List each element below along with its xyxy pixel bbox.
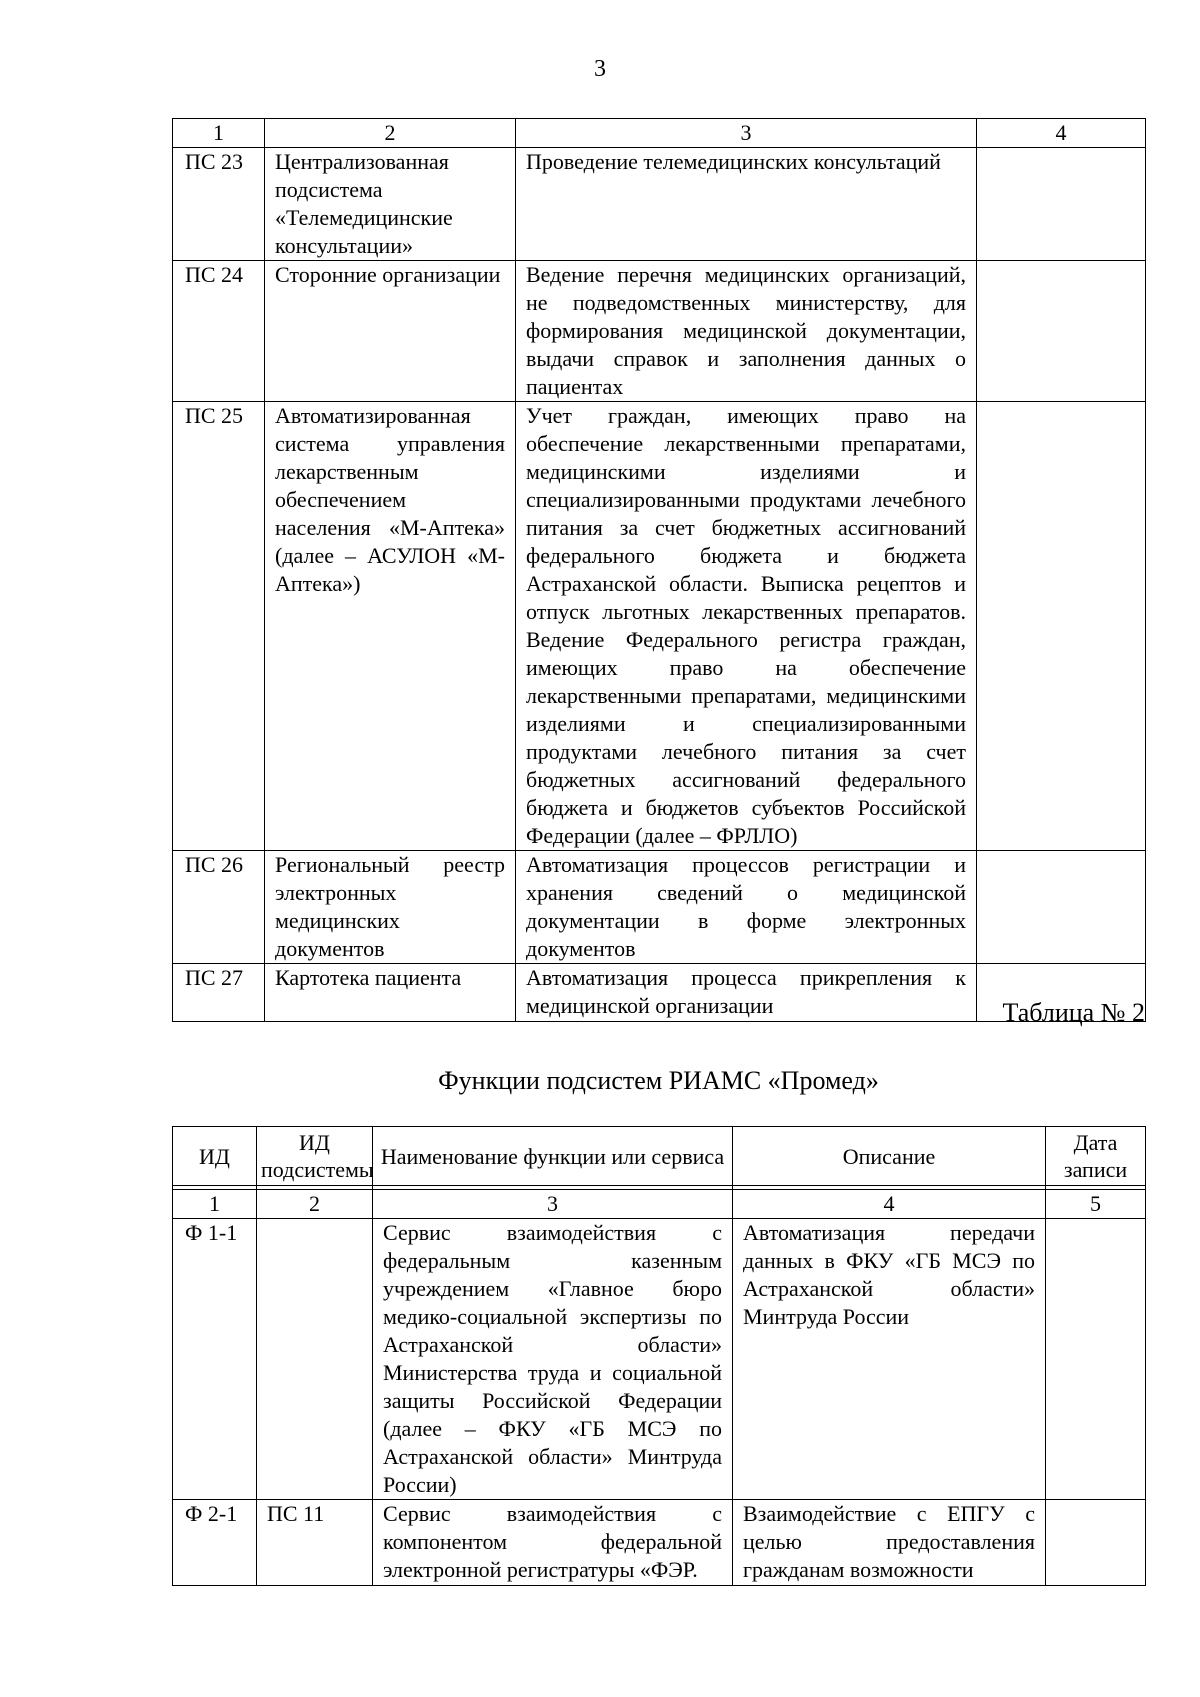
table-row xyxy=(173,1219,1146,1500)
function-record-date xyxy=(1046,1219,1146,1500)
function-subsystem-id: ПС 11 xyxy=(257,1500,373,1586)
empty-cell xyxy=(977,261,1146,402)
subsystem-description: Автоматизация процесса прикрепления к медицинской организации xyxy=(516,964,977,1022)
column-number: 5 xyxy=(1046,1190,1146,1219)
subsystem-id: ПС 23 xyxy=(173,148,265,261)
functions-table xyxy=(172,1126,1146,1586)
subsystem-name: Централизованная подсистема «Телемедицинские консультации» xyxy=(265,148,516,261)
table-header-row xyxy=(173,119,1146,148)
table-title: Функции подсистем РИАМС «Промед» xyxy=(438,1066,879,1095)
subsystem-description: Ведение перечня медицинских организаций, не подведомственных министерству, для формирования медицинской документации, выдачи справок и заполнения данных о пациентах xyxy=(516,261,977,402)
empty-cell xyxy=(977,148,1146,261)
subsystem-name: Картотека пациента xyxy=(265,964,516,1022)
column-number: 4 xyxy=(733,1190,1046,1219)
table-row xyxy=(173,261,1146,402)
subsystem-id: ПС 24 xyxy=(173,261,265,402)
subsystem-name: Сторонние организации xyxy=(265,261,516,402)
column-header-description: Описание xyxy=(733,1127,1046,1186)
function-description: Автоматизация передачи данных в ФКУ «ГБ МСЭ по Астраханской области» Минтруда России xyxy=(733,1219,1046,1500)
function-name: Сервис взаимодействия с федеральным казенным учреждением «Главное бюро медико-социальной экспертизы по Астраханской области» Министерства труда и социальной защиты Российской Федерации (далее – ФКУ «ГБ МСЭ по Астраханской области» Минтруда России) xyxy=(373,1219,733,1500)
function-name: Сервис взаимодействия с компонентом федеральной электронной регистратуры «ФЭР. xyxy=(373,1500,733,1586)
column-number: 1 xyxy=(173,1190,257,1219)
subsystem-description: Проведение телемедицинских консультаций xyxy=(516,148,977,261)
page-number: 3 xyxy=(594,56,606,82)
table-row xyxy=(173,402,1146,851)
column-header-id: ИД xyxy=(173,1127,257,1186)
column-number: 2 xyxy=(265,119,516,148)
empty-cell xyxy=(977,851,1146,964)
column-number-row xyxy=(173,1190,1146,1219)
column-header-function-name: Наименование функции или сервиса xyxy=(373,1127,733,1186)
subsystem-name: Автоматизированная система управления лекарственным обеспечением населения «М-Аптека» (далее – АСУЛОН «М-Аптека») xyxy=(265,402,516,851)
function-description: Взаимодействие с ЕПГУ с целью предоставления гражданам возможности xyxy=(733,1500,1046,1586)
subsystem-description: Учет граждан, имеющих право на обеспечение лекарственными препаратами, медицинскими изделиями и специализированными продуктами лечебного питания за счет бюджетных ассигнований федерального бюджета и бюджета Астраханской области. Выписка рецептов и отпуск льготных лекарственных препаратов. Ведение Федерального регистра граждан, имеющих право на обеспечение лекарственными препаратами, медицинскими изделиями и специализированными продуктами лечебного питания за счет бюджетных ассигнований федерального бюджета и бюджетов субъектов Российской Федерации (далее – ФРЛЛО) xyxy=(516,402,977,851)
function-subsystem-id xyxy=(257,1219,373,1500)
table-row xyxy=(173,1500,1146,1586)
column-number: 1 xyxy=(173,119,265,148)
subsystem-id: ПС 27 xyxy=(173,964,265,1022)
column-number: 2 xyxy=(257,1190,373,1219)
subsystem-id: ПС 25 xyxy=(173,402,265,851)
column-number: 3 xyxy=(373,1190,733,1219)
subsystem-description: Автоматизация процессов регистрации и хранения сведений о медицинской документации в форме электронных документов xyxy=(516,851,977,964)
table-header-row xyxy=(173,1127,1146,1186)
table-row xyxy=(173,148,1146,261)
column-header-record-date: Дата записи xyxy=(1046,1127,1146,1186)
subsystem-name: Региональный реестр электронных медицинских документов xyxy=(265,851,516,964)
subsystem-id: ПС 26 xyxy=(173,851,265,964)
column-number: 3 xyxy=(516,119,977,148)
function-id: Ф 1-1 xyxy=(173,1219,257,1500)
empty-cell xyxy=(977,402,1146,851)
subsystems-table xyxy=(172,118,1146,1022)
function-record-date xyxy=(1046,1500,1146,1586)
table-row xyxy=(173,964,1146,1022)
column-header-subsystem-id: ИД подсистемы xyxy=(257,1127,373,1186)
table-label: Таблица № 2 xyxy=(1002,998,1145,1027)
function-id: Ф 2-1 xyxy=(173,1500,257,1586)
table-row xyxy=(173,851,1146,964)
column-number: 4 xyxy=(977,119,1146,148)
